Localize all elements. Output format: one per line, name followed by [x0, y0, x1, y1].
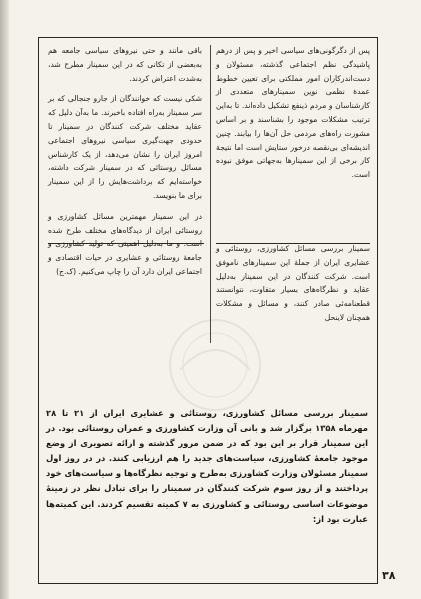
left-column-para-2: شکی نیست که خوانندگان از جارو جنجالی که بر سر سمینار به‌راه افتاده باخبرند. ما به‌آن دلیل که عقاید مختلف شرکت کنندگان در سمینار تا حدودی جهت‌گیری سیاسی نیروهای اجتماعی امروز ایران را نشان می‌دهد، از یک کارشناس مسائل روستائی که در سمینار شرکت داشته، خواسته‌ایم که برداشت‌هایش را از این سمینار برای ما بنویسد. [48, 94, 202, 200]
left-column [48, 44, 202, 286]
seminar-summary [46, 406, 368, 527]
page-number: ۳۸ [382, 569, 396, 582]
binding-edge [0, 0, 9, 599]
right-column-intro: پس از دگرگونی‌های سیاسی اخیر و پس از درهم پاشیدگی نظم اجتماعی گذشته، مسئولان و دست‌اندرکاران امور مملکتی برای تعیین خطوط عمدهٔ نظمی نوین سمینارهای متعددی از کارشناسان و مردم ذینفع تشکیل داده‌اند. تا به‌این ترتیب مشکلات موجود را بشناسند و بر اساس مشورت راه‌های مردمی حل آن‌ها را بیابند. چنین اندیشه‌ای بی‌نقصه درخور ستایش است اما نتیجهٔ کار برخی از این سمینارها به‌جهاتی موفق نبوده است. [216, 46, 370, 180]
left-column-para-3: در این سمینار مهمترین مسائل کشاورزی و روستائی ایران از دیدگاه‌های مختلف طرح شده است. و ما به‌دلیل اهمیتی که تولید کشاورزی و جامعهٔ روستائی و عشایری در حیات اقتصادی و اجتماعی ایران دارد آن را چاپ می‌کنیم. (ک.ج) [48, 211, 202, 276]
right-section-rule [216, 243, 370, 244]
right-column-seminar: سمینار بررسی مسائل کشاورزی، روستائی و عشایری ایران از جملهٔ این سمینارهای ناموفق است. شرکت کنندگان در این سمینار به‌دلیل عقاید و نظرگاه‌های بسیار متفاوت، نتوانستند قطعنامه‌ئی صادر کنند، و مسائل و مشکلات همچنان لاینحل [216, 244, 370, 322]
faint-emblem-watermark [120, 310, 310, 420]
left-column-para-1: باقی مانند و حتی نیروهای سیاسی جامعه هم به‌بعضی از تکانی که در این سمینار مطرح شد، به‌شدت اعتراض کردند. [48, 46, 202, 83]
right-column [216, 44, 370, 322]
column-divider [210, 45, 211, 343]
seminar-summary-text: سمینار بررسی مسائل کشاورزی، روستائی و عشایری ایران از ۲۱ تا ۲۸ مهرماه ۱۳۵۸ برگزار شد و بانی آن وزارت کشاورزی و عمران روستائی بود. در این سمینار قرار بر این بود که در ضمن مرور گذشته و ارائه تصویری از وضع موجود جامعهٔ کشاورزی، سیاست‌های جدید را هم ارزیابی کنند. در در روز اول سمینار مسئولان وزارت کشاورزی به‌طرح و توجیه نظرگاه‌ها و سیاست‌های خود پرداختند و از روز سوم شرکت کنندگان در سمینار را برای تبادل نظر در زمینهٔ موضوعات اساسی روستائی و کشاورزی به ۷ کمیته تقسیم کردند. این کمیته‌ها عبارت بود از: [45, 408, 369, 524]
